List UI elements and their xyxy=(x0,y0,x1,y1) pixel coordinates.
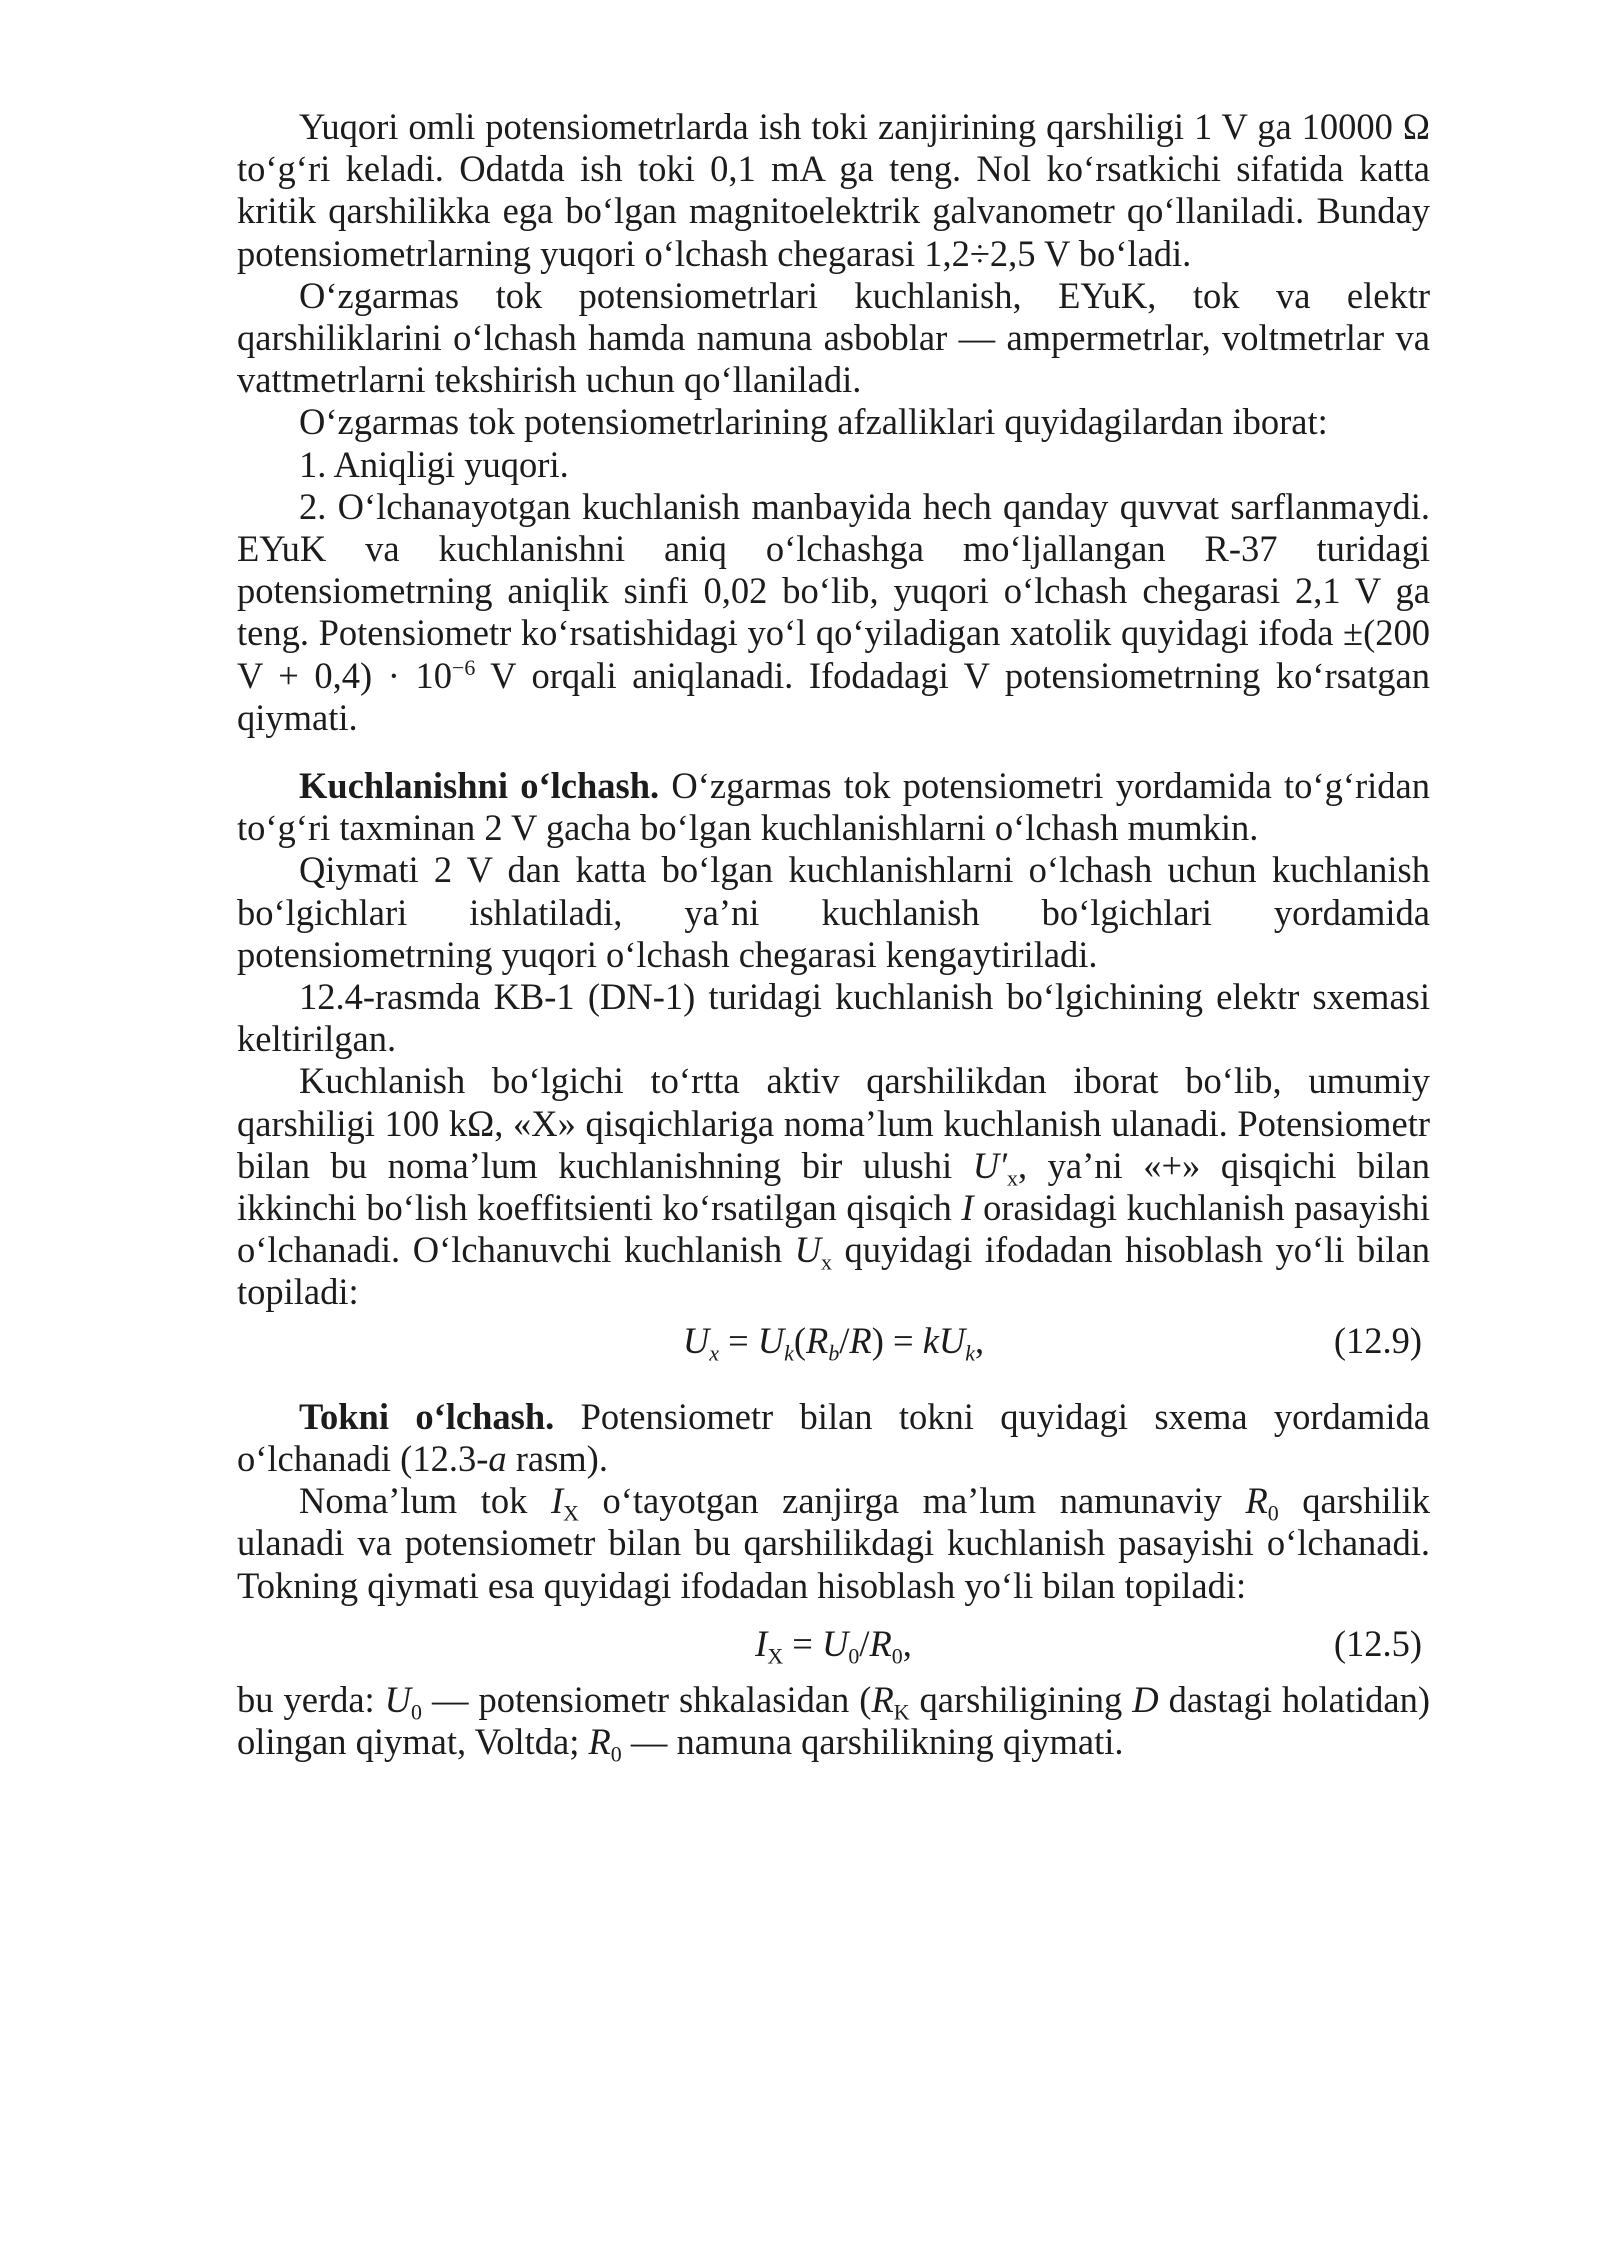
paragraph: 12.4-rasmda KB-1 (DN-1) turidagi kuchlanish bo‘lgichining elektr sxemasi keltirilgan. xyxy=(237,976,1430,1060)
list-item: 1. Aniqligi yuqori. xyxy=(299,443,569,485)
formula-12-9 xyxy=(237,1320,1430,1366)
paragraph: Noma’lum tok $I_X$ o‘tayotgan zanjirga ma’lum namunaviy $R_0$ qarshilik ulanadi va potensiometr bilan bu qarshilikdagi kuchlanish pasayishi o‘lchanadi. Tokning qiymati esa quyidagi ifodadan hisoblash yo‘li bilan topiladi: xyxy=(237,1480,1431,1606)
paragraph: O‘zgarmas tok potensiometrlari kuchlanish, EYuK, tok va elektr qarshiliklarini o‘lchash hamda namuna asboblar — ampermetrlar, voltmetrlar va vattmetrlarni tekshirish uchun qo‘llaniladi. xyxy=(237,274,1430,401)
formula-number: (12.5) xyxy=(1333,1622,1422,1664)
formula-12-5 xyxy=(237,1623,1430,1669)
section-heading: Tokni o‘lchash. xyxy=(299,1395,555,1437)
paragraph: O‘zgarmas tok potensiometrlarining afzalliklari quyidagilardan iborat: xyxy=(299,401,1328,443)
section-paragraph-voltage: Kuchlanishni o‘lchash. O‘zgarmas tok potensiometri yordamida to‘g‘ridan to‘g‘ri taxminan 2 V gacha bo‘lgan kuchlanishlarni o‘lchash mumkin. xyxy=(237,765,1430,849)
list-item: 2. O‘lchanayotgan kuchlanish manbayida hech qanday quvvat sarflanmaydi. EYuK va kuchlanishni aniq o‘lchashga mo‘ljallangan R-37 turidagi potensiometrning aniqlik sinfi 0,02 bo‘lib, yuqori o‘lchash chegarasi 2,1 V ga teng. Potensiometr ko‘rsatishidagi yo‘l qo‘yiladigan xatolik quyidagi ifoda ±(200 $V + 0,4) \cdot 10^{-6}$ V orqali aniqlanadi. Ifodadagi V potensiometrning ko‘rsatgan qiymati. xyxy=(237,485,1430,738)
formula-expression: $U_x = U_k(R_b/R) = kU_k$, xyxy=(682,1319,985,1366)
paragraph: bu yerda: $U_0$ — potensiometr shkalasidan ($R_K$ qarshiligining D dastagi holatidan) olingan qiymat, Voltda; $R_0$ — namuna qarshilikning qiymati. xyxy=(237,1678,1430,1767)
paragraph: Yuqori omli potensiometrlarda ish toki zanjirining qarshiligi 1 V ga 10000 Ω to‘g‘ri keladi. Odatda ish toki 0,1 mA ga teng. Nol ko‘rsatkichi sifatida katta kritik qarshilikka ega bo‘lgan magnitoelektrik galvanometr qo‘llaniladi. Bunday potensiometrlarning yuqori o‘lchash chegarasi 1,2÷2,5 V bo‘ladi. xyxy=(237,106,1430,274)
paragraph: Qiymati 2 V dan katta bo‘lgan kuchlanishlarni o‘lchash uchun kuchlanish bo‘lgichlari ishlatiladi, ya’ni kuchlanish bo‘lgichlari yordamida potensiometrning yuqori o‘lchash chegarasi kengaytiriladi. xyxy=(237,849,1430,975)
formula-expression: $I_X = U_0/R_0$, xyxy=(755,1622,912,1669)
section-paragraph-current: Tokni o‘lchash. Potensiometr bilan tokni quyidagi sxema yordamida o‘lchanadi (12.3-a rasm). xyxy=(237,1395,1430,1479)
paragraph: Kuchlanish bo‘lgichi to‘rtta aktiv qarshilikdan iborat bo‘lib, umumiy qarshiligi 100 kΩ, «X» qisqichlariga noma’lum kuchlanish ulanadi. Potensiometr bilan bu noma’lum kuchlanishning bir ulushi $U'_x$, ya’ni «+» qisqichi bilan ikkinchi bo‘lish koeffitsienti ko‘rsatilgan qisqich I orasidagi kuchlanish pasayishi o‘lchanadi. O‘lchanuvchi kuchlanish $U_x$ quyidagi ifodadan hisoblash yo‘li bilan topiladi: xyxy=(237,1060,1430,1313)
formula-number: (12.9) xyxy=(1333,1319,1422,1361)
section-heading: Kuchlanishni o‘lchash. xyxy=(299,765,660,807)
page-content xyxy=(237,106,1431,1767)
